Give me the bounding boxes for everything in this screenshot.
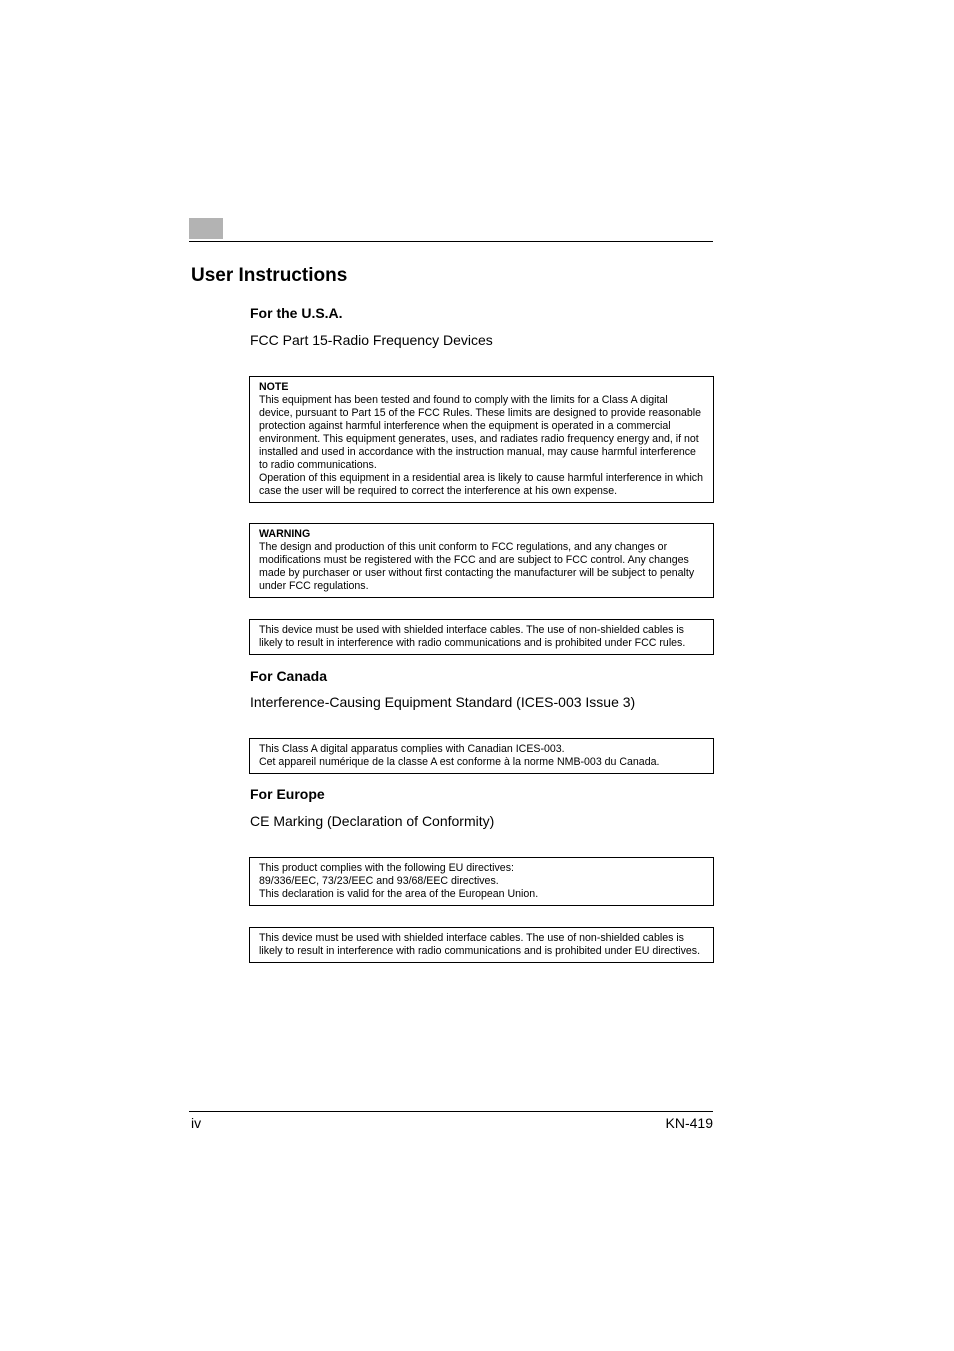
note-label: NOTE	[259, 381, 289, 393]
eu-cable-text: This device must be used with shielded interface cables. The use of non-shielded cables is likely to result in interference with radio communications and is prohibited under EU directives.	[259, 932, 701, 957]
warning-text: The design and production of this unit conform to FCC regulations, and any changes or modifications must be registered with the FCC and are subject to FCC control. Any changes made by purchaser or user without first contacting the manufacturer will be subject to penalty under FCC regulations.	[259, 541, 695, 592]
section-heading-europe: For Europe	[250, 786, 325, 802]
section-subtitle-usa: FCC Part 15-Radio Frequency Devices	[250, 332, 493, 348]
canada-text-1: This Class A digital apparatus complies with Canadian ICES-003.	[259, 743, 565, 755]
page-title: User Instructions	[191, 265, 348, 286]
eu-directive-text-3: This declaration is valid for the area of the European Union.	[259, 888, 539, 900]
footer-rule	[189, 1111, 713, 1112]
note-text-2: Operation of this equipment in a residential area is likely to cause harmful interference in which case the user will be required to correct the interference at his own expense.	[259, 472, 703, 497]
eu-directive-text-2: 89/336/EEC, 73/23/EEC and 93/68/EEC directives.	[259, 875, 499, 887]
section-heading-usa: For the U.S.A.	[250, 305, 343, 321]
header-rule	[189, 241, 713, 242]
eu-cable-box	[249, 927, 714, 963]
canada-box	[249, 738, 714, 774]
eu-directive-text-1: This product complies with the following EU directives:	[259, 862, 514, 874]
eu-directive-box	[249, 857, 714, 906]
section-heading-canada: For Canada	[250, 668, 328, 684]
fcc-cable-text: This device must be used with shielded interface cables. The use of non-shielded cables is likely to result in interference with radio communications and is prohibited under FCC rules.	[259, 624, 686, 649]
warning-label: WARNING	[259, 528, 311, 540]
fcc-note-box	[249, 376, 714, 503]
section-subtitle-europe: CE Marking (Declaration of Conformity)	[250, 813, 495, 829]
footer-page-number: iv	[191, 1115, 202, 1131]
fcc-cable-box	[249, 619, 714, 655]
fcc-warning-box	[249, 523, 714, 598]
header-tab-marker	[189, 218, 223, 239]
section-subtitle-canada: Interference-Causing Equipment Standard (ICES-003 Issue 3)	[250, 694, 636, 710]
canada-text-2: Cet appareil numérique de la classe A est conforme à la norme NMB-003 du Canada.	[259, 756, 660, 768]
note-text-1: This equipment has been tested and found to comply with the limits for a Class A digital device, pursuant to Part 15 of the FCC Rules. These limits are designed to provide reasonable protection against harmful interference when the equipment is operated in a commercial environment. This equipment generates, uses, and radiates radio frequency energy and, if not installed and used in accordance with the instruction manual, may cause harmful interference to radio communications.	[259, 394, 702, 471]
footer-model: KN-419	[665, 1115, 713, 1131]
